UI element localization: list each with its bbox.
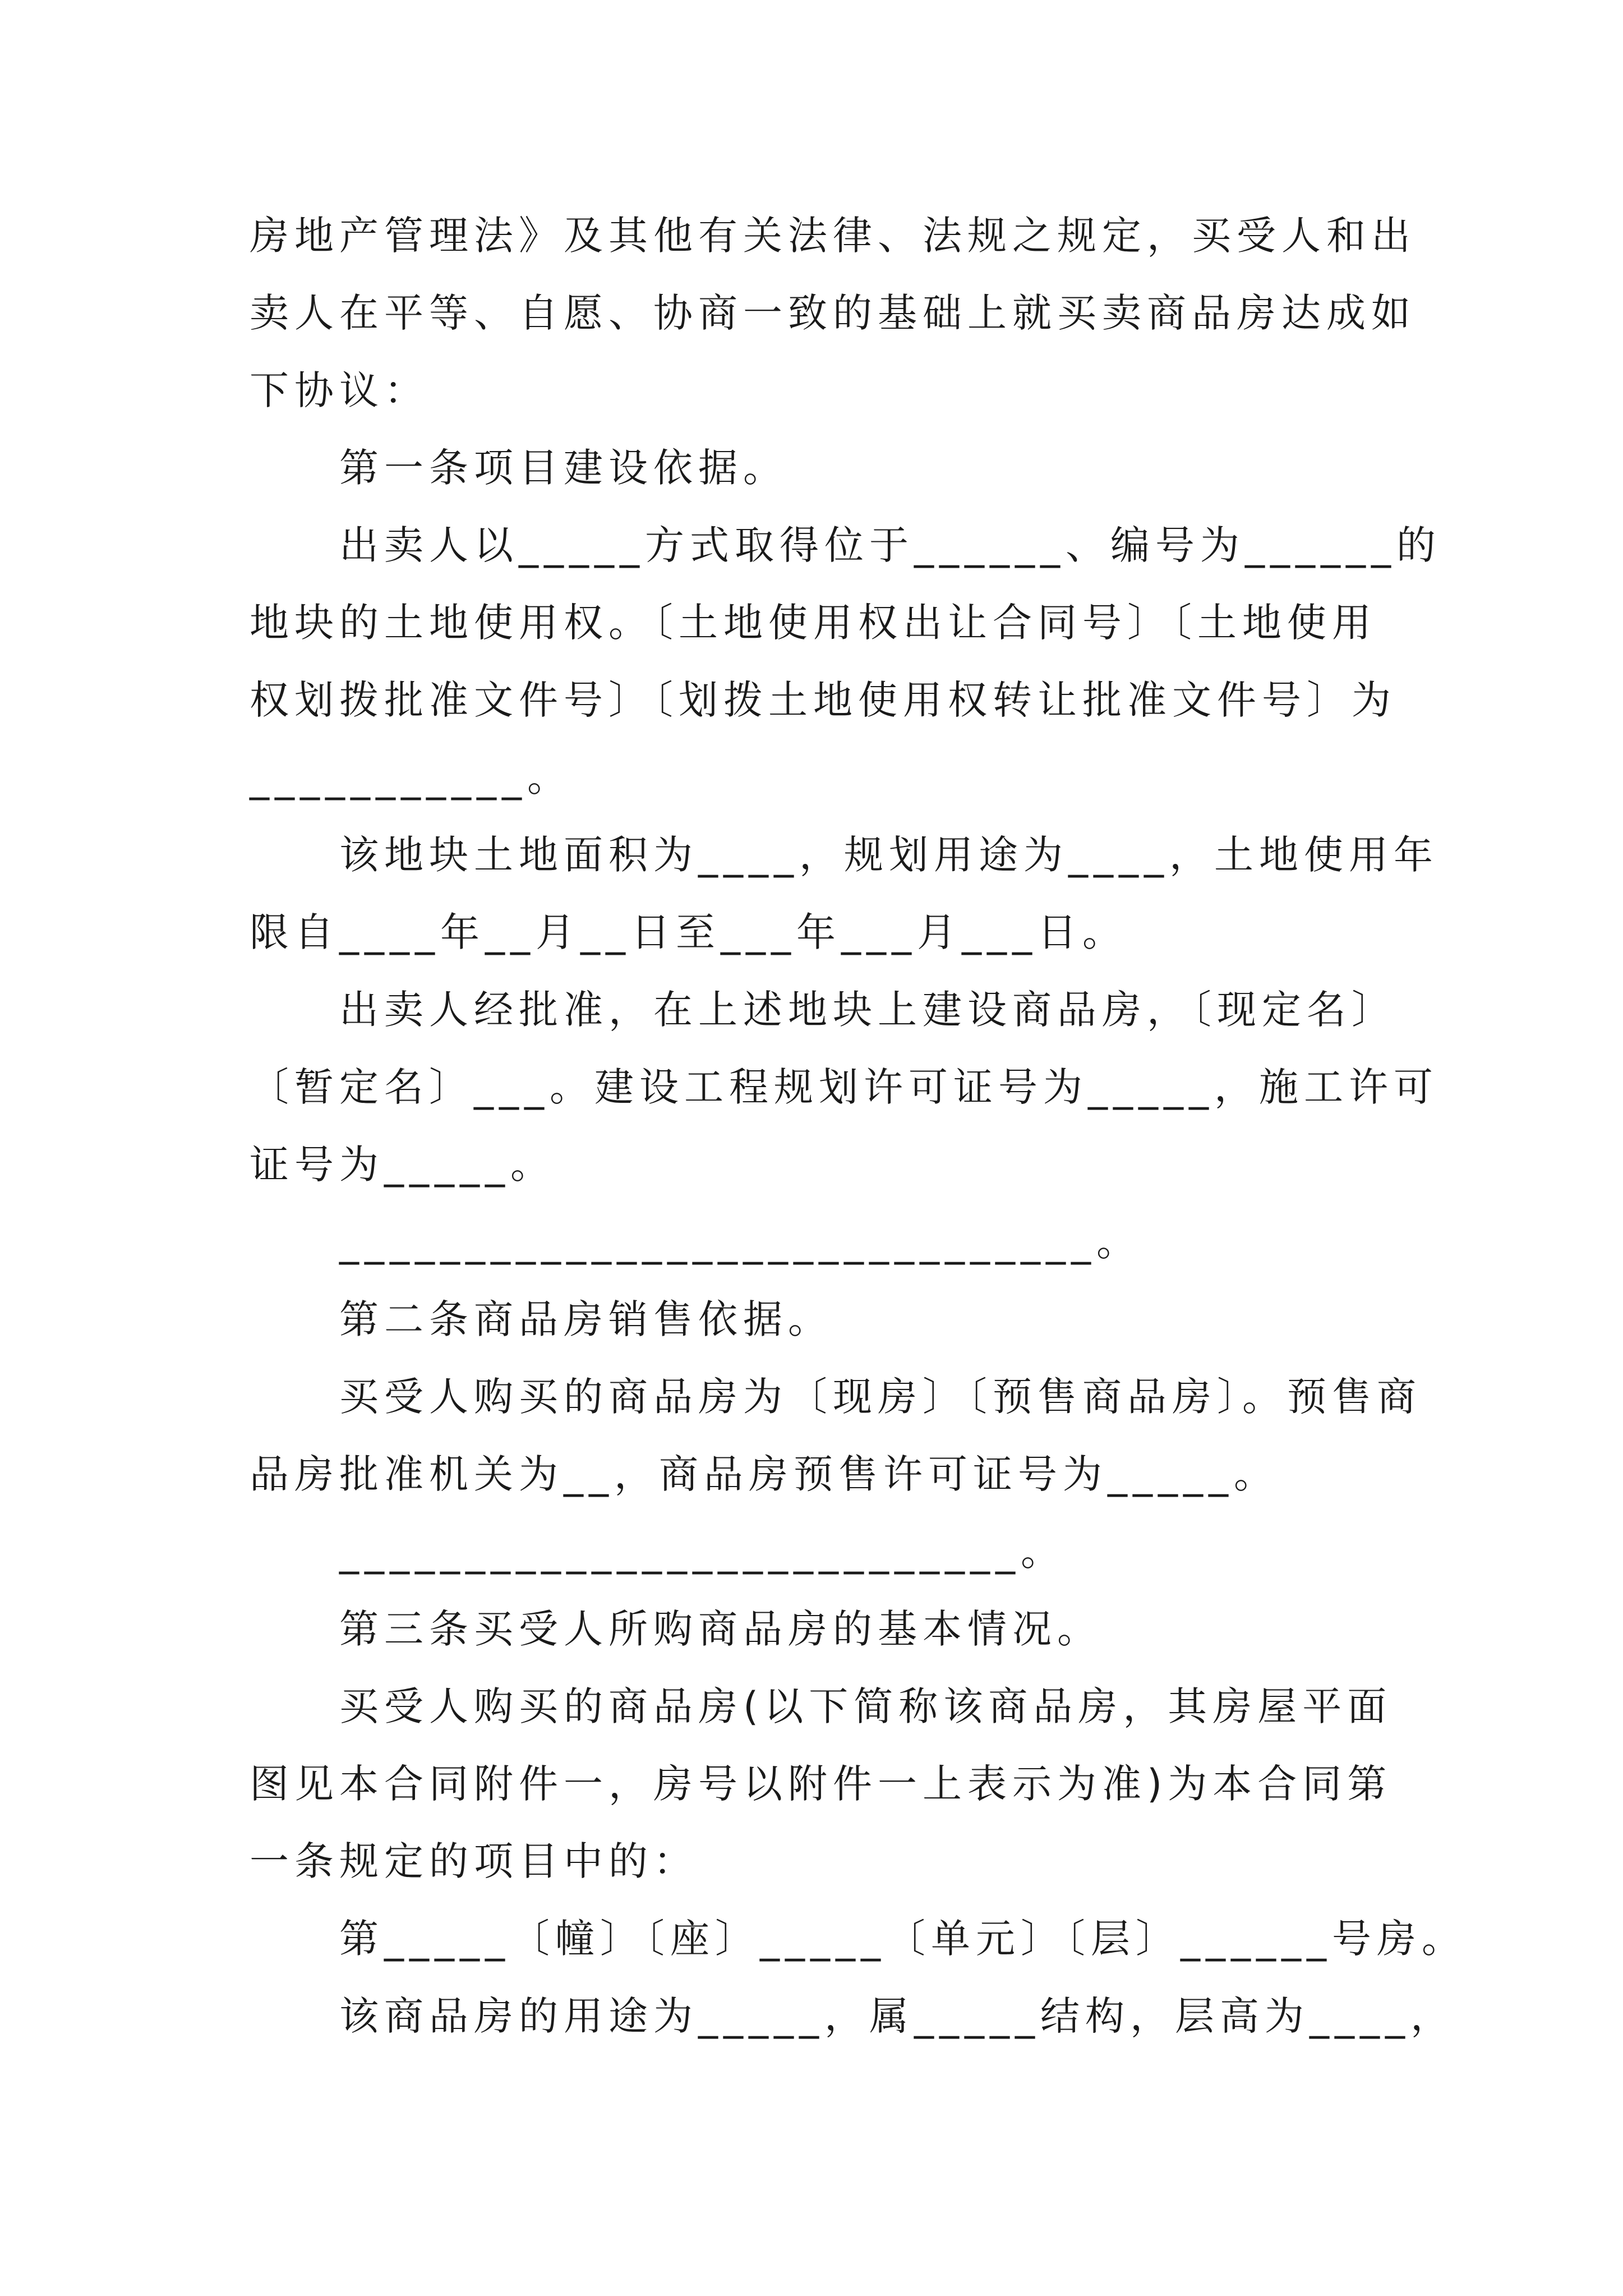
paragraph-line: 〔暂定名〕___。建设工程规划许可证号为_____，施工许可 (250, 1064, 1438, 1110)
paragraph-line: ___________。 (250, 754, 572, 800)
paragraph-line: 地块的土地使用权。〔土地使用权出让合同号〕〔土地使用 (250, 600, 1377, 646)
paragraph-line: 品房批准机关为__，商品房预售许可证号为_____。 (250, 1451, 1279, 1497)
paragraph-line: 第_____〔幢〕〔座〕_____〔单元〕〔层〕______号房。 (339, 1916, 1467, 1962)
paragraph-line: 出卖人经批准，在上述地块上建设商品房，〔现定名〕 (339, 987, 1396, 1033)
paragraph-line: 图见本合同附件一，房号以附件一上表示为准)为本合同第 (250, 1761, 1393, 1807)
paragraph-line: 证号为_____。 (250, 1142, 555, 1188)
paragraph-line: 卖人在平等、自愿、协商一致的基础上就买卖商品房达成如 (250, 290, 1416, 336)
paragraph-line: 出卖人以_____方式取得位于______、编号为______的 (339, 522, 1441, 568)
paragraph-line: 权划拨批准文件号〕〔划拨土地使用权转让批准文件号〕为 (250, 677, 1396, 723)
paragraph-line: 该商品房的用途为_____，属_____结构，层高为____， (339, 1993, 1455, 2039)
paragraph-line: 该地块土地面积为____，规划用途为____，土地使用年 (339, 832, 1438, 878)
paragraph-line: 房地产管理法》及其他有关法律、法规之规定，买受人和出 (250, 213, 1416, 259)
article-heading: 第二条商品房销售依据。 (339, 1296, 833, 1342)
paragraph-line: 买受人购买的商品房为〔现房〕〔预售商品房〕。预售商 (339, 1374, 1422, 1420)
paragraph-line: 买受人购买的商品房(以下简称该商品房，其房屋平面 (339, 1683, 1393, 1729)
paragraph-line: 一条规定的项目中的： (250, 1838, 698, 1884)
blank-line: ___________________________。 (339, 1529, 1066, 1575)
paragraph-line: 限自____年__月__日至___年___月___日。 (250, 909, 1127, 955)
paragraph-line: 下协议： (250, 367, 429, 413)
article-heading: 第三条买受人所购商品房的基本情况。 (339, 1606, 1102, 1652)
blank-line: ______________________________。 (339, 1219, 1141, 1265)
article-heading: 第一条项目建设依据。 (339, 445, 788, 491)
